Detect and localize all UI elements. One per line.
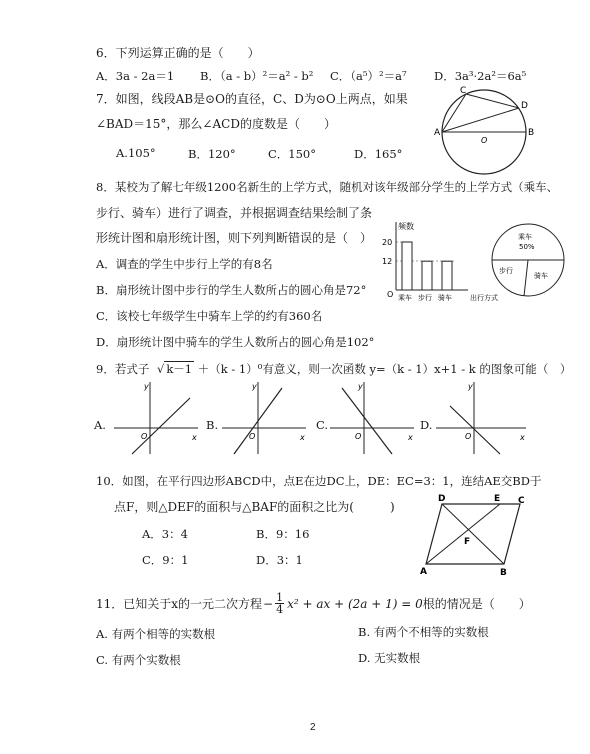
q9-stem	[96, 362, 571, 376]
q8-line2: 步行、骑车）进行了调查，并根据调查结果绘制了条	[96, 206, 373, 220]
q10-option-d: D．3：1	[256, 553, 303, 567]
q9-stem-post: ＋（k - 1）⁰有意义，则一次函数 y=（k - 1）x+1 - k 的图象可能（ ）	[197, 362, 572, 376]
q8-option-b: B．扇形统计图中步行的学生人数所占的圆心角是72°	[96, 283, 367, 297]
q10-option-a: A．3：4	[142, 527, 188, 541]
q10-label-d: D	[438, 494, 446, 504]
q9-option-c-letter: C.	[316, 418, 329, 432]
q9-graph-b	[220, 380, 310, 458]
q8-bar-xlabel: 出行方式	[470, 294, 498, 302]
q8-bar-ytick-20: 20	[382, 238, 393, 247]
q11-frac-num: 1	[276, 591, 284, 604]
q10-line2: 点F，则△DEF的面积与△BAF的面积之比为( )	[114, 500, 395, 514]
q8-bar-ytick-12: 12	[382, 257, 393, 266]
q8-bar-cat-1: 乘车	[398, 294, 412, 302]
q8-line1: 8．某校为了解七年级1200名新生的上学方式，随机对该年级部分学生的上学方式（乘车、	[96, 180, 559, 194]
q9-graph-a	[112, 380, 202, 458]
q9-radical: √ k－1	[156, 362, 193, 376]
q6-option-a: A．3a - 2a＝1	[96, 69, 175, 83]
q8-option-a: A．调查的学生中步行上学的有8名	[96, 257, 273, 271]
q8-line3: 形统计图和扇形统计图，则下列判断错误的是（ ）	[96, 231, 373, 245]
q10-label-c: C	[518, 496, 525, 506]
q9-a-x: x	[192, 433, 197, 442]
q11-stem-pre: 11．已知关于x的一元二次方程	[96, 596, 263, 611]
q9-a-o: O	[141, 432, 148, 441]
q9-c-x: x	[408, 433, 413, 442]
q9-option-b-letter: B.	[206, 418, 219, 432]
q9-d-o: O	[465, 432, 472, 441]
q9-graph-d	[434, 380, 530, 458]
q7-option-d: D．165°	[354, 147, 403, 161]
q11-option-d: D. 无实数根	[358, 651, 421, 665]
q11-neg-sign: −	[263, 596, 274, 611]
q8-bar-cat-2: 步行	[418, 294, 432, 302]
q11-stem	[96, 592, 531, 615]
q8-bar-cat-3: 骑车	[438, 294, 452, 302]
q9-b-x: x	[300, 433, 305, 442]
q6-option-d: D．3a³·2a²＝6a⁵	[434, 69, 527, 83]
q10-label-a: A	[420, 567, 427, 577]
q9-d-x: x	[520, 433, 525, 442]
q7-label-b: B	[528, 128, 534, 138]
q8-bar-origin: O	[387, 290, 394, 299]
q9-c-y: y	[358, 382, 363, 391]
q7-option-c: C．150°	[268, 147, 316, 161]
q7-label-a: A	[434, 128, 441, 138]
q11-fraction	[275, 592, 284, 615]
q9-c-o: O	[355, 432, 362, 441]
q10-label-b: B	[500, 568, 507, 578]
q6-option-b: B．（a - b）²＝a² - b²	[200, 69, 314, 83]
q10-label-e: E	[494, 494, 501, 504]
page-number: 2	[310, 722, 316, 733]
q9-radicand: k－1	[166, 362, 193, 376]
q11-option-c: C. 有两个实数根	[96, 653, 181, 667]
q8-pie-chart	[490, 222, 566, 298]
q11-stem-eq: x² + ax + (2a + 1) = 0	[287, 596, 423, 611]
q9-d-y: y	[468, 382, 473, 391]
q10-parallelogram-figure	[420, 492, 532, 578]
q7-circle-figure	[434, 86, 534, 176]
q9-option-d-letter: D.	[420, 418, 433, 432]
q8-bar-ylabel: 频数	[398, 222, 414, 231]
q7-label-c: C	[460, 86, 467, 96]
q9-a-y: y	[144, 382, 149, 391]
q8-bar-3	[442, 261, 452, 290]
q8-pie-label-bus: 乘车	[518, 233, 532, 241]
q9-b-o: O	[249, 432, 256, 441]
q11-stem-post: 根的情况是（ ）	[422, 596, 531, 611]
q8-bar-1	[402, 242, 412, 290]
q11-option-b: B. 有两个不相等的实数根	[358, 625, 489, 639]
q7-option-b: B．120°	[188, 147, 236, 161]
q11-frac-den: 4	[276, 603, 284, 616]
q6-stem: 6．下列运算正确的是（ ）	[96, 46, 260, 60]
q9-option-a-letter: A.	[94, 418, 106, 432]
q7-line1: 7．如图，线段AB是⊙O的直径，C、D为⊙O上两点，如果	[96, 92, 408, 106]
q10-option-c: C．9：1	[142, 553, 189, 567]
q9-stem-pre: 9．若式子	[96, 362, 150, 376]
q8-pie-label-bike: 骑车	[534, 272, 548, 280]
q8-pie-value-bus: 50%	[519, 243, 535, 251]
q11-option-a: A. 有两个相等的实数根	[96, 627, 216, 641]
q7-label-o: O	[481, 136, 488, 145]
q9-graph-c	[328, 380, 418, 458]
q7-option-a: A.105°	[116, 146, 156, 160]
q10-option-b: B．9：16	[256, 527, 310, 541]
q10-label-f: F	[464, 537, 471, 547]
q6-option-c: C．（a⁵）²＝a⁷	[330, 69, 407, 83]
q7-label-d: D	[521, 101, 528, 111]
q8-option-d: D．扇形统计图中骑车的学生人数所占的圆心角是102°	[96, 335, 375, 349]
q9-b-y: y	[252, 382, 257, 391]
q10-line1: 10．如图，在平行四边形ABCD中，点E在边DC上，DE：EC=3：1，连结AE交BD于	[96, 474, 542, 488]
q8-pie-label-walk: 步行	[499, 267, 513, 275]
q8-bar-2	[422, 261, 432, 290]
q8-option-c: C．该校七年级学生中骑车上学的约有360名	[96, 309, 323, 323]
q7-line2: ∠BAD＝15°，那么∠ACD的度数是（ ）	[96, 117, 336, 131]
